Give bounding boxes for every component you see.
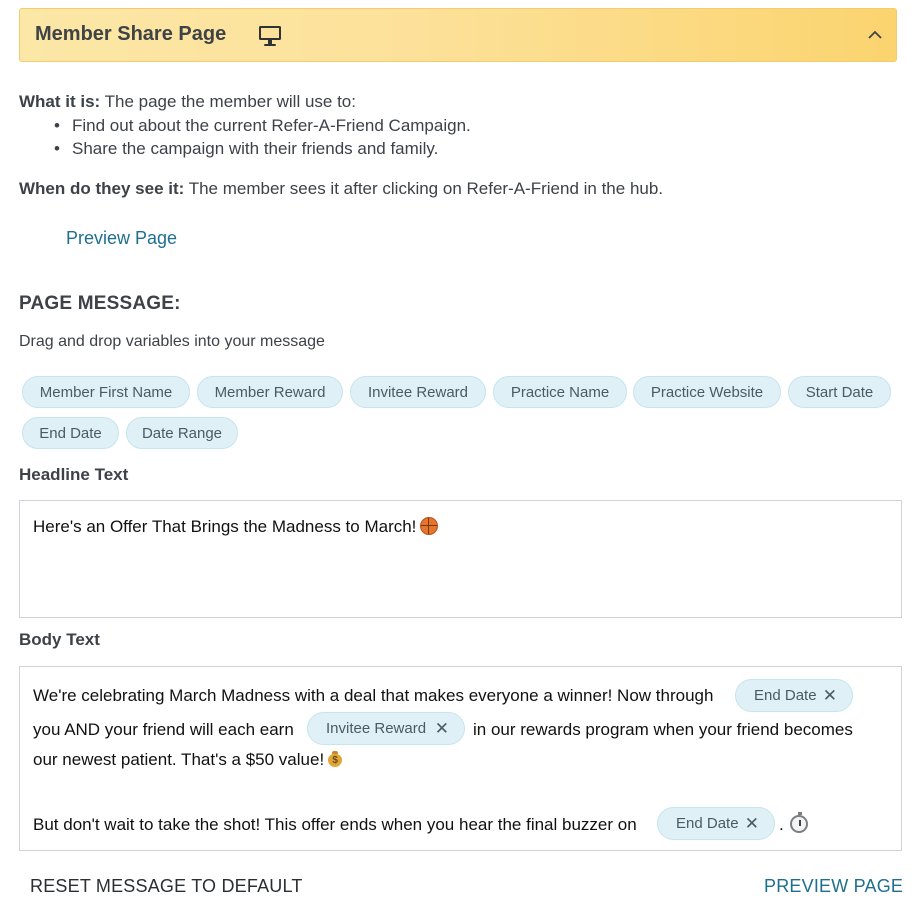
drag-drop-hint: Drag and drop variables into your message	[19, 333, 325, 350]
variable-chip-end-date[interactable]: End Date	[22, 417, 119, 449]
body-line-4b: .	[779, 815, 784, 834]
page-message-title: PAGE MESSAGE:	[19, 293, 181, 314]
section-title: Member Share Page	[35, 23, 227, 45]
body-chip-end-date[interactable]	[735, 679, 853, 712]
when-text: The member sees it after clicking on Refer-A-Friend in the hub.	[184, 179, 664, 198]
variable-chip-member-reward[interactable]: Member Reward	[197, 376, 343, 408]
chip-label: Invitee Reward	[326, 720, 427, 737]
headline-text	[33, 517, 438, 537]
variable-chip-start-date[interactable]: Start Date	[788, 376, 891, 408]
headline-text-value: Here's an Offer That Brings the Madness to March!	[33, 517, 417, 536]
body-label: Body Text	[19, 630, 100, 649]
body-line-2a: you AND your friend will each earn	[33, 720, 294, 739]
close-icon[interactable]: ✕	[744, 814, 759, 833]
body-chip-end-date-2[interactable]	[657, 807, 775, 840]
close-icon[interactable]: ✕	[822, 686, 837, 705]
purpose-list	[52, 114, 471, 160]
body-line-1: We're celebrating March Madness with a deal that makes everyone a winner! Now through	[33, 686, 714, 705]
basketball-icon	[420, 517, 438, 535]
variable-chip-practice-name[interactable]: Practice Name	[493, 376, 627, 408]
monitor-icon	[258, 25, 282, 47]
variable-chip-invitee-reward[interactable]: Invitee Reward	[350, 376, 486, 408]
preview-page-button[interactable]: PREVIEW PAGE	[764, 876, 904, 896]
money-bag-icon	[328, 751, 342, 768]
what-label: What it is:	[19, 92, 101, 111]
body-line-2b: in our rewards program when your friend becomes	[473, 720, 853, 739]
list-item: • Find out about the current Refer-A-Friend Campaign.	[52, 114, 471, 137]
preview-page-link[interactable]: Preview Page	[66, 228, 178, 248]
when-label: When do they see it:	[19, 179, 185, 198]
chip-label: End Date	[676, 815, 739, 832]
body-line-3	[33, 750, 342, 770]
chip-label: End Date	[754, 687, 817, 704]
what-text: The page the member will use to:	[100, 92, 356, 111]
body-input[interactable]	[19, 666, 902, 851]
headline-label: Headline Text	[19, 465, 129, 484]
reset-message-button[interactable]: RESET MESSAGE TO DEFAULT	[30, 876, 303, 896]
body-line-4a: But don't wait to take the shot! This offer ends when you hear the final buzzer on	[33, 815, 637, 834]
chevron-up-icon[interactable]	[867, 28, 883, 42]
body-chip-invitee-reward[interactable]	[307, 712, 465, 745]
variable-chip-member-first-name[interactable]: Member First Name	[22, 376, 190, 408]
variable-chip-practice-website[interactable]: Practice Website	[633, 376, 781, 408]
what-it-is	[19, 91, 356, 113]
list-item: • Share the campaign with their friends and family.	[52, 137, 471, 160]
stopwatch-icon	[790, 815, 808, 833]
headline-input[interactable]	[19, 500, 902, 618]
body-line-3-text: our newest patient. That's a $50 value!	[33, 750, 325, 769]
close-icon[interactable]: ✕	[434, 719, 449, 738]
section-header[interactable]	[19, 8, 897, 62]
when-they-see-it	[19, 178, 663, 200]
variable-chip-date-range[interactable]: Date Range	[126, 417, 238, 449]
